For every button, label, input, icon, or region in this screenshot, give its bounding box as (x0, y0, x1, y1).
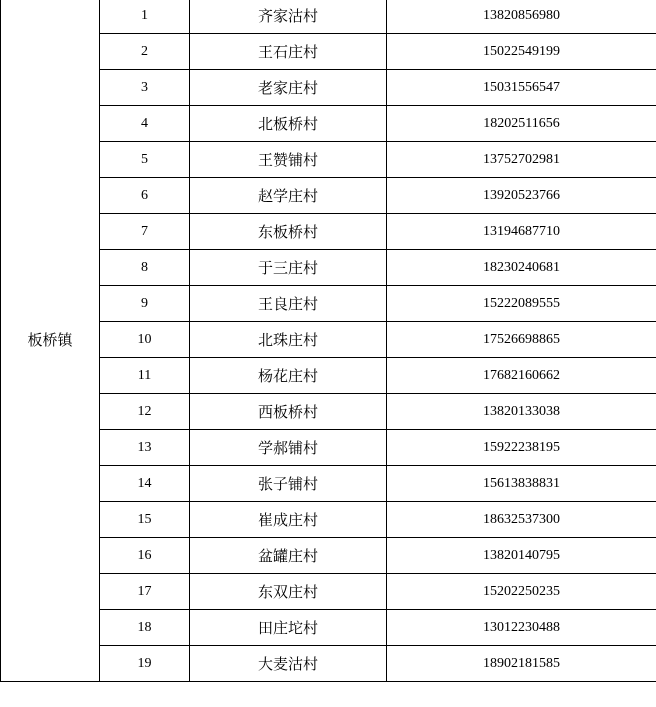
village-name-cell: 于三庄村 (190, 250, 387, 286)
phone-number-cell: 13820140795 (387, 538, 656, 574)
row-number-cell: 15 (100, 502, 190, 538)
row-number-cell: 12 (100, 394, 190, 430)
table-row (1, 538, 656, 574)
row-number-cell: 6 (100, 178, 190, 214)
row-number-cell: 11 (100, 358, 190, 394)
table-row (1, 70, 656, 106)
phone-number-cell: 15222089555 (387, 286, 656, 322)
phone-number-cell: 15202250235 (387, 574, 656, 610)
table-row (1, 322, 656, 358)
village-name-cell: 东板桥村 (190, 214, 387, 250)
village-name-cell: 东双庄村 (190, 574, 387, 610)
village-name-cell: 王赞铺村 (190, 142, 387, 178)
row-number-cell: 9 (100, 286, 190, 322)
village-name-cell: 崔成庄村 (190, 502, 387, 538)
phone-number-cell: 13820856980 (387, 0, 656, 34)
table-row (1, 610, 656, 646)
village-name-cell: 王良庄村 (190, 286, 387, 322)
phone-number-cell: 15022549199 (387, 34, 656, 70)
row-number-cell: 8 (100, 250, 190, 286)
phone-number-cell: 13012230488 (387, 610, 656, 646)
village-name-cell: 西板桥村 (190, 394, 387, 430)
table-row (1, 178, 656, 214)
table-row (1, 394, 656, 430)
phone-number-cell: 18202511656 (387, 106, 656, 142)
row-number-cell: 7 (100, 214, 190, 250)
village-name-cell: 王石庄村 (190, 34, 387, 70)
table-row (1, 358, 656, 394)
table-row (1, 466, 656, 502)
village-name-cell: 北板桥村 (190, 106, 387, 142)
town-name-cell: 板桥镇 (1, 0, 100, 682)
village-name-cell: 北珠庄村 (190, 322, 387, 358)
row-number-cell: 3 (100, 70, 190, 106)
row-number-cell: 13 (100, 430, 190, 466)
table-row (1, 286, 656, 322)
phone-number-cell: 15031556547 (387, 70, 656, 106)
village-name-cell: 杨花庄村 (190, 358, 387, 394)
village-name-cell: 张子铺村 (190, 466, 387, 502)
village-name-cell: 盆罐庄村 (190, 538, 387, 574)
row-number-cell: 4 (100, 106, 190, 142)
phone-number-cell: 13920523766 (387, 178, 656, 214)
phone-number-cell: 13752702981 (387, 142, 656, 178)
village-name-cell: 赵学庄村 (190, 178, 387, 214)
phone-number-cell: 17682160662 (387, 358, 656, 394)
phone-number-cell: 15922238195 (387, 430, 656, 466)
row-number-cell: 1 (100, 0, 190, 34)
table-row (1, 142, 656, 178)
table-row (1, 430, 656, 466)
row-number-cell: 10 (100, 322, 190, 358)
table-body (1, 0, 656, 682)
village-name-cell: 田庄坨村 (190, 610, 387, 646)
table-row (1, 214, 656, 250)
village-name-cell: 大麦沽村 (190, 646, 387, 682)
village-name-cell: 老家庄村 (190, 70, 387, 106)
row-number-cell: 18 (100, 610, 190, 646)
table-row (1, 0, 656, 34)
village-name-cell: 学郝铺村 (190, 430, 387, 466)
row-number-cell: 5 (100, 142, 190, 178)
row-number-cell: 14 (100, 466, 190, 502)
phone-number-cell: 15613838831 (387, 466, 656, 502)
row-number-cell: 2 (100, 34, 190, 70)
phone-number-cell: 18902181585 (387, 646, 656, 682)
table-row (1, 106, 656, 142)
phone-number-cell: 17526698865 (387, 322, 656, 358)
table-row (1, 502, 656, 538)
row-number-cell: 17 (100, 574, 190, 610)
table-row (1, 250, 656, 286)
row-number-cell: 19 (100, 646, 190, 682)
row-number-cell: 16 (100, 538, 190, 574)
village-name-cell: 齐家沽村 (190, 0, 387, 34)
table-row (1, 34, 656, 70)
phone-number-cell: 18632537300 (387, 502, 656, 538)
table-row (1, 574, 656, 610)
table-row (1, 646, 656, 682)
phone-number-cell: 13194687710 (387, 214, 656, 250)
phone-number-cell: 13820133038 (387, 394, 656, 430)
phone-number-cell: 18230240681 (387, 250, 656, 286)
